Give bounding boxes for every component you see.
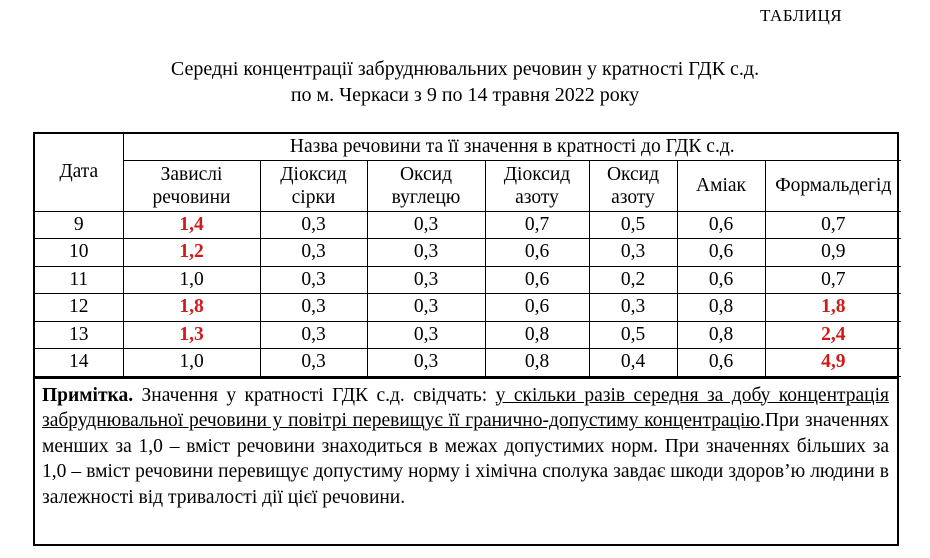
exceeding-value-cell: 1,3 <box>123 321 260 349</box>
value-cell: 0,6 <box>677 211 765 239</box>
note-text-part-2: .При значеннях менших за 1,0 – вміст речовини знаходиться в межах допустимих норм. При значеннях більших за 1,0 – вміст речовини перевищує допустиму норму і хімічна сполука завдає шкоди здоров’ю людини в залежності від тривалості дії цієї речовини. <box>42 410 889 508</box>
value-cell: 0,3 <box>367 321 485 349</box>
value-cell: 0,6 <box>677 349 765 377</box>
date-cell: 9 <box>35 211 123 239</box>
value-cell: 0,6 <box>485 294 589 322</box>
date-cell: 10 <box>35 239 123 267</box>
value-cell: 0,3 <box>260 239 367 267</box>
note-block <box>35 377 897 511</box>
column-header-line-1: Діоксид <box>280 163 347 185</box>
date-column-header: Дата <box>35 134 123 211</box>
table-row <box>35 294 901 322</box>
table-row <box>35 239 901 267</box>
table-row <box>35 321 901 349</box>
value-cell: 0,3 <box>367 211 485 239</box>
value-cell: 0,3 <box>367 349 485 377</box>
column-header-line-1: Завислі <box>160 163 223 185</box>
value-cell: 0,6 <box>677 266 765 294</box>
column-header-line-2: азоту <box>515 186 559 208</box>
column-header-line-1: Оксид <box>606 163 660 185</box>
exceeding-value-cell: 1,8 <box>765 294 901 322</box>
table-row <box>35 266 901 294</box>
substance-column-header <box>765 160 901 211</box>
column-header-line-1: Аміак <box>696 175 746 196</box>
value-cell: 0,6 <box>485 239 589 267</box>
value-cell: 0,4 <box>589 349 677 377</box>
note-text-part-1: Значення у кратності ГДК с.д. свідчать: <box>133 384 496 406</box>
exceeding-value-cell: 1,4 <box>123 211 260 239</box>
page-title <box>0 56 930 108</box>
date-cell: 11 <box>35 266 123 294</box>
note-label: Примітка. <box>42 384 134 406</box>
value-cell: 0,5 <box>589 211 677 239</box>
value-cell: 0,2 <box>589 266 677 294</box>
value-cell: 0,8 <box>485 349 589 377</box>
date-cell: 14 <box>35 349 123 377</box>
exceeding-value-cell: 4,9 <box>765 349 901 377</box>
value-cell: 0,8 <box>677 321 765 349</box>
substance-group-header: Назва речовини та її значення в кратності до ГДК с.д. <box>123 134 901 160</box>
value-cell: 0,3 <box>367 239 485 267</box>
table-row <box>35 211 901 239</box>
value-cell: 0,3 <box>589 294 677 322</box>
value-cell: 0,3 <box>367 266 485 294</box>
column-header-line-2: вуглецю <box>391 186 461 208</box>
substance-column-header <box>677 160 765 211</box>
substance-column-header <box>485 160 589 211</box>
value-cell: 0,6 <box>485 266 589 294</box>
substance-column-header <box>367 160 485 211</box>
value-cell: 0,3 <box>367 294 485 322</box>
substance-column-header <box>260 160 367 211</box>
column-header-line-1: Діоксид <box>503 163 571 185</box>
table-label: ТАБЛИЦЯ <box>760 6 843 25</box>
value-cell: 0,8 <box>677 294 765 322</box>
value-cell: 0,9 <box>765 239 901 267</box>
column-header-line-2: азоту <box>611 186 655 208</box>
column-header-line-1: Оксид <box>399 163 453 185</box>
value-cell: 1,0 <box>123 349 260 377</box>
value-cell: 0,3 <box>260 349 367 377</box>
value-cell: 0,7 <box>765 211 901 239</box>
column-header-line-1: Формальдегід <box>775 175 892 196</box>
value-cell: 0,3 <box>589 239 677 267</box>
column-header-line-2: речовини <box>152 186 231 208</box>
value-cell: 0,3 <box>260 294 367 322</box>
substance-column-header <box>123 160 260 211</box>
value-cell: 0,3 <box>260 211 367 239</box>
date-cell: 12 <box>35 294 123 322</box>
exceeding-value-cell: 2,4 <box>765 321 901 349</box>
value-cell: 0,6 <box>677 239 765 267</box>
date-cell: 13 <box>35 321 123 349</box>
data-table-frame <box>33 132 899 546</box>
value-cell: 0,5 <box>589 321 677 349</box>
concentration-table <box>35 134 901 377</box>
value-cell: 1,0 <box>123 266 260 294</box>
exceeding-value-cell: 1,8 <box>123 294 260 322</box>
value-cell: 0,3 <box>260 321 367 349</box>
value-cell: 0,8 <box>485 321 589 349</box>
title-line-1: Середні концентрації забруднювальних речовин у кратності ГДК с.д. <box>170 58 760 80</box>
value-cell: 0,7 <box>765 266 901 294</box>
value-cell: 0,7 <box>485 211 589 239</box>
title-line-2: по м. Черкаси з 9 по 14 травня 2022 року <box>290 84 640 106</box>
exceeding-value-cell: 1,2 <box>123 239 260 267</box>
column-header-line-2: сірки <box>291 186 336 208</box>
table-row <box>35 349 901 377</box>
value-cell: 0,3 <box>260 266 367 294</box>
note-text-underlined: у скільки разів середня за добу концентрація забруднювальної речовини у повітрі перевищує її гранично-допустиму концентрацію <box>42 384 889 431</box>
substance-column-header <box>589 160 677 211</box>
